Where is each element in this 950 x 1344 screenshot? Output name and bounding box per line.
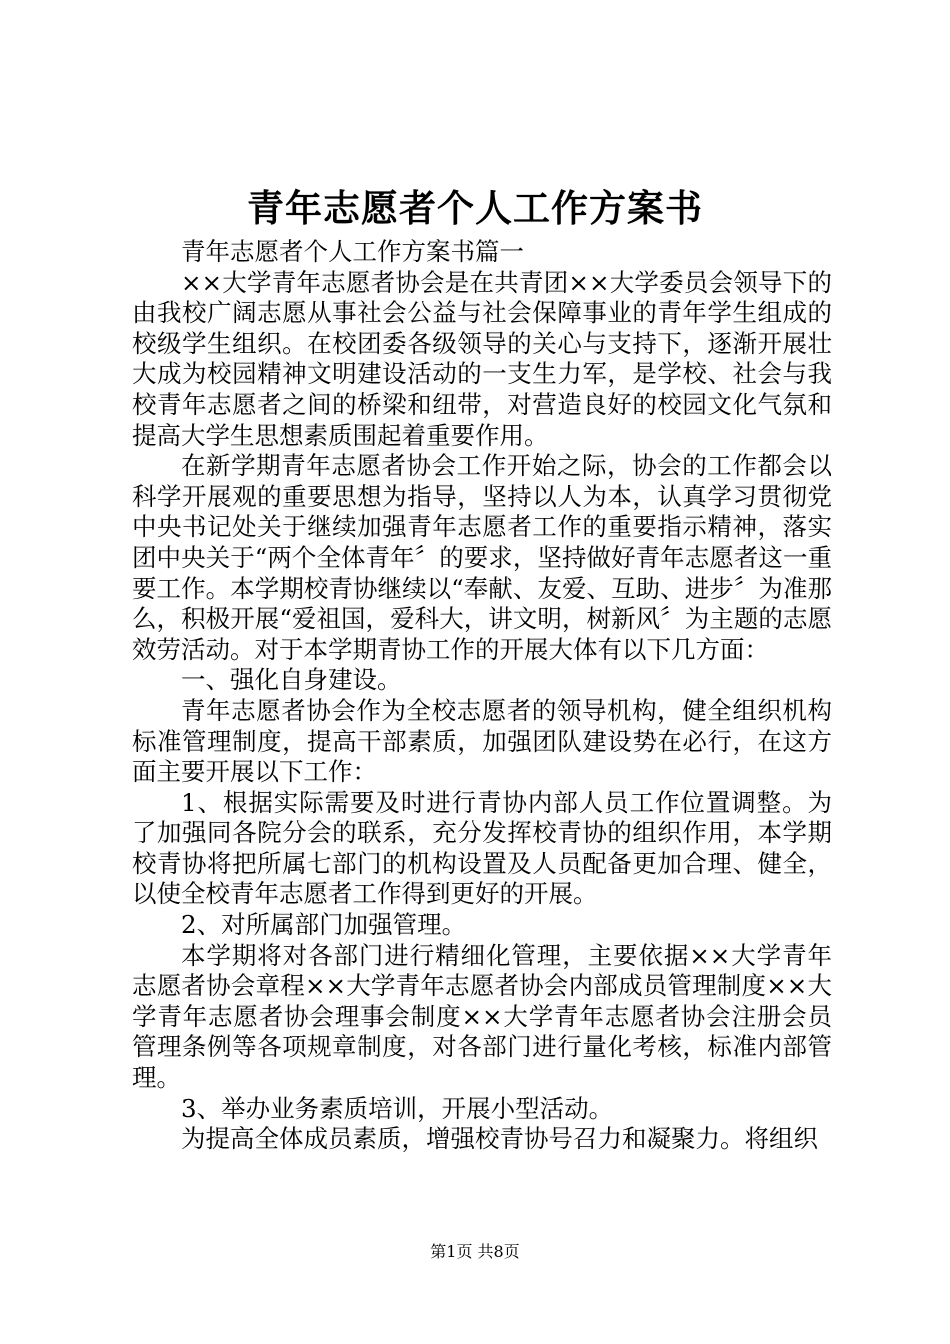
section-heading: 3、举办业务素质培训，开展小型活动。 (181, 1093, 614, 1123)
paragraph: 青年志愿者协会作为全校志愿者的领导机构，健全组织机构标准管理制度，提高干部素质，加强团队建设势在必行，在这方面主要开展以下工作： (132, 695, 832, 787)
paragraph: 为提高全体成员素质，增强校青协号召力和凝聚力。将组织 (181, 1124, 818, 1154)
document-body (132, 237, 832, 1155)
paragraph: ××大学青年志愿者协会是在共青团××大学委员会领导下的由我校广阔志愿从事社会公益与社会保障事业的青年学生组成的校级学生组织。在校团委各级领导的关心与支持下，逐渐开展壮大成为校园精神文明建设活动的一支生力军，是学校、社会与我校青年志愿者之间的桥梁和纽带，对营造良好的校园文化气氛和提高大学生思想素质围起着重要作用。 (132, 267, 832, 450)
page-number-footer: 第1页 共8页 (430, 1242, 520, 1261)
paragraph-heading: 青年志愿者个人工作方案书篇一 (181, 237, 524, 266)
document-title: 青年志愿者个人工作方案书 (247, 186, 703, 230)
paragraph: 在新学期青年志愿者协会工作开始之际，协会的工作都会以科学开展观的重要思想为指导，坚持以人为本，认真学习贯彻党中央书记处关于继续加强青年志愿者工作的重要指示精神，落实团中央关于“两个全体青年〞的要求，坚持做好青年志愿者这一重要工作。本学期校青协继续以“奉献、友爱、互助、进步〞为准那么，积极开展“爱祖国，爱科大，讲文明，树新风〞为主题的志愿效劳活动。对于本学期青协工作的开展大体有以下几方面： (132, 451, 832, 664)
section-heading: 2、对所属部门加强管理。 (181, 910, 467, 940)
paragraph: 1、根据实际需要及时进行青协内部人员工作位置调整。为了加强同各院分会的联系，充分发挥校青协的组织作用，本学期校青协将把所属七部门的机构设置及人员配备更加合理、健全，以使全校青年志愿者工作得到更好的开展。 (132, 787, 832, 909)
section-heading: 一、强化自身建设。 (181, 665, 402, 695)
paragraph: 本学期将对各部门进行精细化管理，主要依据××大学青年志愿者协会章程××大学青年志愿者协会内部成员管理制度××大学青年志愿者协会理事会制度××大学青年志愿者协会注册会员管理条例等各项规章制度，对各部门进行量化考核，标准内部管理。 (132, 940, 832, 1093)
